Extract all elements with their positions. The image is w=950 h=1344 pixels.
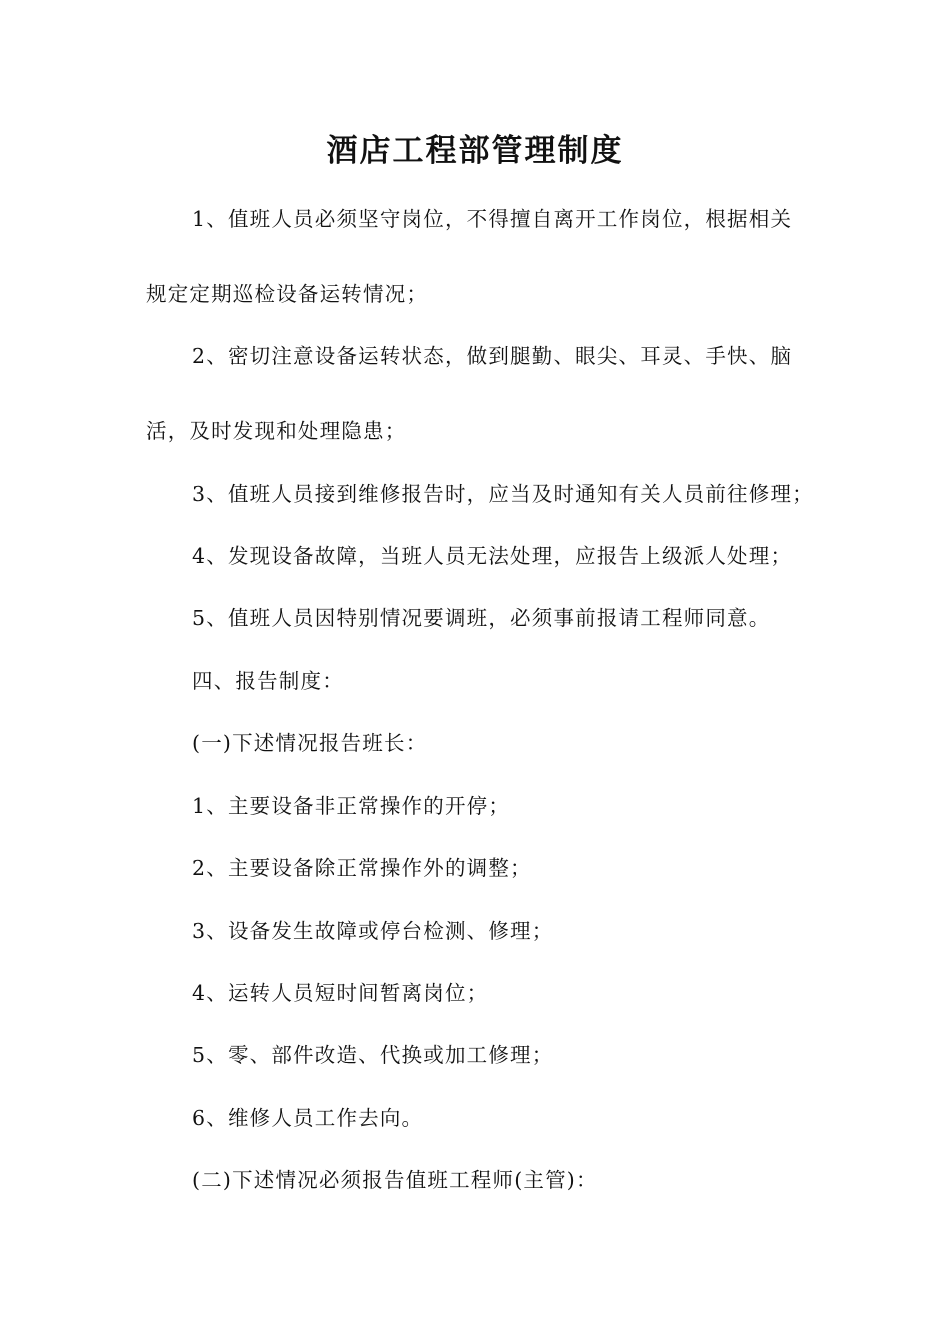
paragraph-line: 活，及时发现和处理隐患； (146, 419, 407, 443)
list-item: 4、运转人员短时间暂离岗位； (192, 981, 489, 1005)
list-item: 5、零、部件改造、代换或加工修理； (192, 1043, 554, 1067)
paragraph-line: 规定定期巡检设备运转情况； (146, 282, 429, 306)
paragraph-line: 2、密切注意设备运转状态，做到腿勤、眼尖、耳灵、手快、脑 (192, 344, 793, 368)
subsection-heading: (二)下述情况必须报告值班工程师(主管)： (192, 1168, 598, 1192)
paragraph-line: 4、发现设备故障，当班人员无法处理，应报告上级派人处理； (192, 544, 793, 568)
list-item: 6、维修人员工作去向。 (192, 1106, 424, 1130)
list-item: 1、主要设备非正常操作的开停； (192, 794, 511, 818)
list-item: 2、主要设备除正常操作外的调整； (192, 856, 532, 880)
paragraph-line: 3、值班人员接到维修报告时，应当及时通知有关人员前往修理； (192, 482, 814, 506)
list-item: 3、设备发生故障或停台检测、修理； (192, 919, 554, 943)
paragraph-line: 1、值班人员必须坚守岗位，不得擅自离开工作岗位，根据相关 (192, 207, 793, 231)
paragraph-line: 5、值班人员因特别情况要调班，必须事前报请工程师同意。 (192, 606, 771, 630)
subsection-heading: (一)下述情况报告班长： (192, 731, 428, 755)
section-heading: 四、报告制度： (192, 669, 344, 693)
document-title: 酒店工程部管理制度 (326, 133, 624, 169)
